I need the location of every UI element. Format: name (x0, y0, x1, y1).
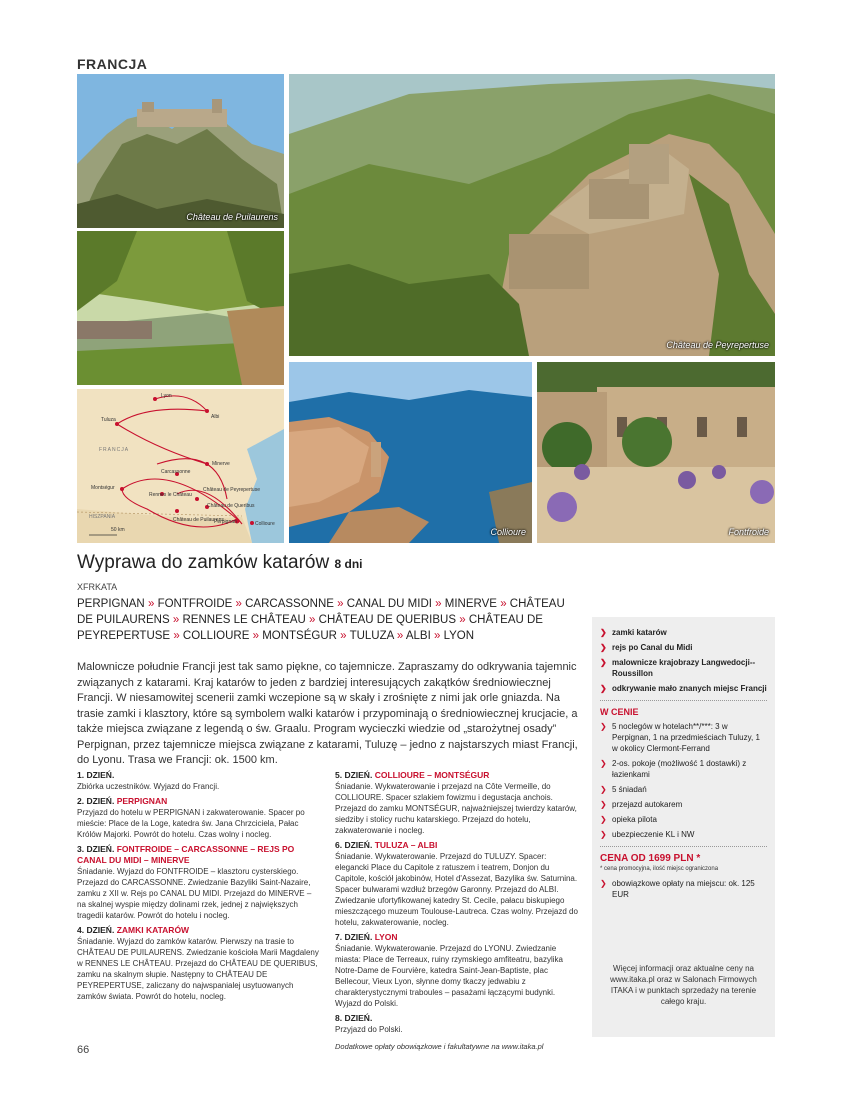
list-item: ❯ malownicze krajobrazy Langwedocji--Roussillon (600, 657, 767, 679)
day-place: TULUZA – ALBI (374, 840, 438, 850)
route-list (77, 596, 582, 644)
day-heading (335, 1013, 580, 1024)
day-number: 6. DZIEŃ. (335, 840, 373, 850)
map-city-label: Carcassonne (161, 469, 191, 475)
map-country-label: HISZPANIA (89, 514, 116, 520)
route-stop: COLLIOURE (182, 630, 250, 642)
program-column-left (77, 766, 322, 1003)
page-number: 66 (77, 1044, 90, 1056)
day-number: 8. DZIEŃ. (335, 1013, 373, 1023)
map-country-label: FRANCJA (99, 447, 130, 453)
list-item: ❯ rejs po Canal du Midi (600, 642, 767, 653)
day-description: Przyjazd do hotelu w PERPIGNAN i zakwaterowanie. Spacer po mieście: Place de la Loge, katedra św. Jana Chrzciciela, Pałac Królów Majorki. Powrót do hotelu. Czas wolny i nocleg. (77, 808, 305, 839)
day-description: Śniadanie. Wykwaterowanie. Przejazd do LYONU. Zwiedzanie miasta: Place de Terreaux, ruiny rzymskiego amfiteatru, bazylika Notre-Dame de Fourvière, katedra Saint-Jean-Baptiste, plac Bellecour, Vieux Lyon, słynne domy tkaczy jedwabiu z charakterystycznymi traboules – pasażami łączącymi budynki. Wyjazd do Polski. (335, 944, 563, 1008)
route-stop: RENNES LE CHÂTEAU (182, 614, 306, 626)
list-item: ❯ ubezpieczenie KL i NW (600, 829, 767, 840)
map-city-label: Château de Peyrepertuse (203, 487, 260, 493)
route-stop: LYON (443, 630, 475, 642)
photo-caption: Fontfroide (728, 527, 769, 537)
day-description: Śniadanie. Wyjazd do zamków katarów. Pierwszy na trasie to CHÂTEAU DE PUILAURENS. Zwiedzanie kościoła Marii Magdaleny w RENNES LE CHÂTEAU. Przejazd do CHÂTEAU DE QUERIBUS, zamku na skalnym słupie. Następny to CHÂTEAU DE PEYREPERTUSE, zaliczany do najwspanialej usytuowanych zamków świata. Powrót do hotelu, nocleg. (77, 937, 319, 1001)
trip-title (77, 552, 363, 574)
map-city-label: Château de Puilaurens (173, 517, 224, 523)
map-city-label: Rennes le Château (149, 492, 192, 498)
route-separator: » (433, 630, 441, 642)
route-stop: TULUZA (349, 630, 394, 642)
included-list (592, 721, 775, 840)
map-city-label: Perpignan (214, 519, 237, 525)
route-separator: » (309, 614, 316, 626)
highlights-list (592, 617, 775, 694)
day-heading (335, 840, 580, 851)
route-stop: PERPIGNAN (77, 598, 145, 610)
day-heading (77, 844, 322, 866)
route-separator: » (147, 598, 155, 610)
day-heading (335, 932, 580, 943)
day-description: Śniadanie. Wykwaterowanie. Przejazd do TULUZY. Spacer: elegancki Place du Capitole z ratuszem i teatrem, Donjon du Capitole, kościół jakobinów, Hotel d'Assezat, Bazylika św. Saturnina. Spacer bulwarami wzdłuż brzegów Garonny. Przejazd do ALBI. Zwiedzanie ufortyfikowanej katedry St. Cecile, pałacu biskupiego mieszczącego muzeum Toulouse-Lautreca. Czas wolny. Przejazd do hotelu, zakwaterowanie, nocleg. (335, 852, 578, 927)
day-number: 3. DZIEŃ. (77, 844, 115, 854)
photo-peyrepertuse (289, 74, 775, 356)
map-city-label: Château de Queribus (207, 503, 255, 509)
trip-code: XFRKATA (77, 582, 118, 592)
extra-fees-note: Dodatkowe opłaty obowiązkowe i fakultatywne na www.itaka.pl (335, 1042, 544, 1051)
day-number: 2. DZIEŃ. (77, 796, 115, 806)
route-separator: » (252, 630, 259, 642)
list-item: ❯ zamki katarów (600, 627, 767, 638)
route-stop: CHÂTEAU DE QUERIBUS (318, 614, 457, 626)
section-title: FRANCJA (77, 56, 148, 72)
program-column-right (335, 766, 580, 1052)
map-city-label: Lyon (161, 393, 172, 399)
photo-fontfroide (537, 362, 775, 543)
trip-duration: 8 dni (334, 557, 363, 571)
list-item: ❯ 5 noclegów w hotelach**/***: 3 w Perpignan, 1 na przedmieściach Tuluzy, 1 w okolicy Clermont-Ferrand (600, 721, 767, 754)
route-stop: MONTSÉGUR (262, 630, 337, 642)
day-heading (77, 770, 322, 781)
trip-intro: Malownicze południe Francji jest tak samo piękne, co tajemnicze. Zapraszamy do odkrywania tajemnic związanych z katarami. Kraj katarów to jeden z bardziej interesujących zakątków średniowiecznej Francji. W niesamowitej scenerii zamki wczepione są w skały i zrośnięte z nimi jak orle gniazda. Na trasie zamki i klasztory, które są symbolem walki katarów i przypominają o średniowiecznej krucjacie, a także miejsca związane z legendą o św. Graalu. Program wycieczki wiedzie od „starożytnej osady” Perpignan, przez tajemnicze miejsca związane z katarami, Tuluzę – jedno z najstarszych miast Francji, do Lyonu. Trasa we Francji: ok. 1500 km. (77, 661, 578, 766)
included-heading: W CENIE (600, 707, 639, 717)
map-city-label: Montségur (91, 485, 115, 491)
day-place: COLLIOURE – MONTSÉGUR (374, 770, 490, 780)
route-separator: » (340, 630, 347, 642)
route-stop: FONTFROIDE (157, 598, 233, 610)
list-item: ❯ przejazd autokarem (600, 799, 767, 810)
day-heading (77, 796, 322, 807)
day-place: LYON (374, 932, 398, 942)
day-heading (335, 770, 580, 781)
route-stop: CANAL DU MIDI (346, 598, 432, 610)
route-stop: CHÂTEAU DE PUILAURENS (77, 598, 565, 626)
day-number: 4. DZIEŃ. (77, 925, 115, 935)
photo-caption: Collioure (490, 527, 526, 537)
photo-collioure (289, 362, 532, 543)
photo-puilaurens (77, 74, 284, 228)
list-item: ❯ opieka pilota (600, 814, 767, 825)
map-city-label: Tuluza (101, 417, 116, 423)
divider (600, 846, 767, 847)
route-separator: » (435, 598, 442, 610)
price: CENA OD 1699 PLN * (600, 853, 701, 864)
divider (600, 700, 767, 701)
route-separator: » (172, 614, 180, 626)
day-place: PERPIGNAN (116, 796, 168, 806)
photo-caption: Château de Puilaurens (186, 212, 278, 222)
price-note: * cena promocyjna, ilość miejsc ograniczona (600, 866, 719, 872)
photo-caption: Château de Peyrepertuse (666, 340, 769, 350)
day-number: 7. DZIEŃ. (335, 932, 373, 942)
route-stop: CHÂTEAU DE PEYREPERTUSE (77, 614, 543, 642)
map-city-label: Albi (211, 414, 220, 420)
day-place: ZAMKI KATARÓW (116, 925, 190, 935)
info-text: Więcej informacji oraz aktualne ceny na www.itaka.pl oraz w Salonach Firmowych ITAKA i w punktach sprzedaży na terenie całego kraju. (610, 964, 757, 1006)
fees-item: ❯ obowiązkowe opłaty na miejscu: ok. 125 EUR (600, 878, 767, 900)
trip-title-text: Wyprawa do zamków katarów (77, 552, 330, 573)
day-description: Przyjazd do Polski. (335, 1025, 403, 1034)
day-description: Zbiórka uczestników. Wyjazd do Francji. (77, 782, 220, 791)
day-heading (77, 925, 322, 936)
route-separator: » (173, 630, 180, 642)
route-stop: MINERVE (444, 598, 497, 610)
day-description: Śniadanie. Wykwaterowanie i przejazd na Côte Vermeille, do COLLIOURE. Spacer szlakiem fowizmu i degustacja anchois. Przejazd do zamku MONTSÉGUR, najważniejszej twierdzy katarów, siedziby i stolicy ruchu katarskiego. Przejazd do hotelu, zakwaterowanie i nocleg. (335, 782, 577, 835)
map-city-label: Collioure (255, 521, 275, 527)
route-separator: » (459, 614, 466, 626)
map-scale: 50 km (111, 527, 125, 533)
list-item: ❯ 2-os. pokoje (możliwość 1 dostawki) z łazienkami (600, 758, 767, 780)
map-city-label: Minerve (212, 461, 230, 467)
route-stop: CARCASSONNE (245, 598, 334, 610)
day-number: 5. DZIEŃ. (335, 770, 373, 780)
route-map (77, 389, 284, 543)
sidebar (592, 617, 775, 1037)
list-item: ❯ odkrywanie mało znanych miejsc Francji (600, 683, 767, 694)
route-separator: » (337, 598, 344, 610)
day-place: FONTFROIDE – CARCASSONNE – REJS PO CANAL DU MIDI – MINERVE (77, 844, 295, 865)
day-number: 1. DZIEŃ. (77, 770, 115, 780)
list-item: ❯ 5 śniadań (600, 784, 767, 795)
route-stop: ALBI (405, 630, 431, 642)
route-separator: » (235, 598, 242, 610)
day-description: Śniadanie. Wyjazd do FONTFROIDE – klasztoru cysterskiego. Przejazd do CARCASSONNE. Zwiedzanie Bazyliki Saint-Nazaire, zamku z XII w. Rejs po CANAL DU MIDI. Przejazd do MINERVE – na skalnej wyspie między dolinami rzek, jednej z największych tragedii katarów. Powrót do hotelu i nocleg. (77, 867, 312, 920)
route-separator: » (396, 630, 404, 642)
fees-list (592, 878, 775, 900)
route-separator: » (500, 598, 507, 610)
photo-canal (77, 231, 284, 385)
